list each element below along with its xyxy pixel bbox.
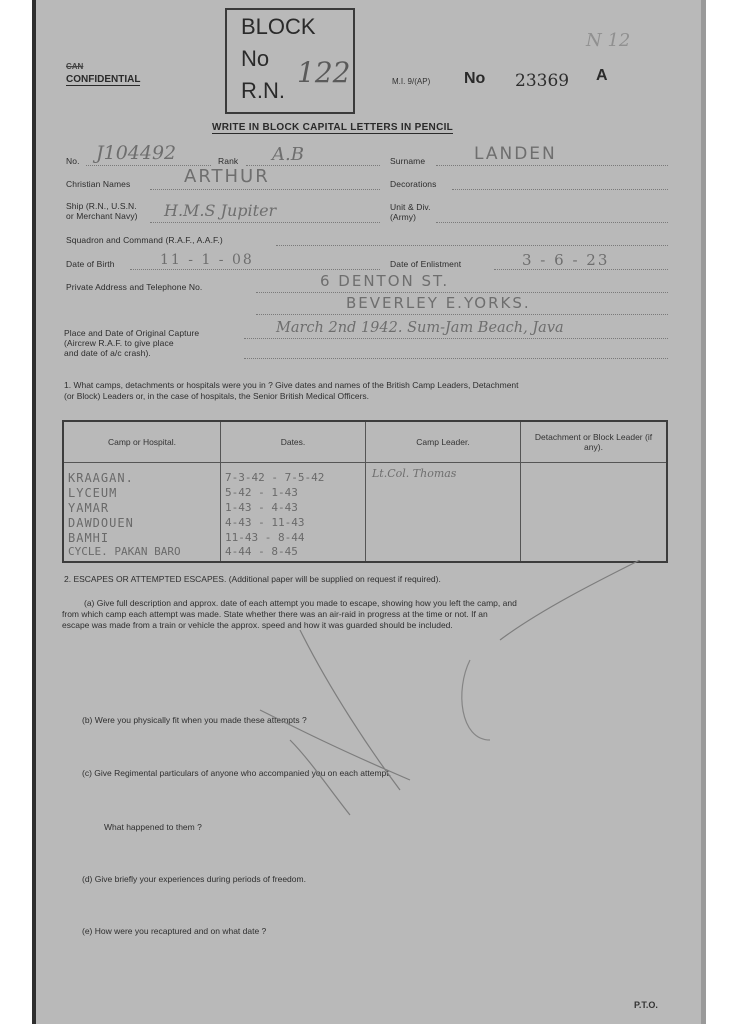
question-2a-line-3: escape was made from a train or vehicle the approx. speed and how it was guarded should be included. [62,620,453,630]
capture-label-1: Place and Date of Original Capture [64,328,200,338]
unit-label-2: (Army) [390,212,417,222]
enlistment-value: 3 - 6 - 23 [522,251,610,269]
camp-entry: KRAAGAN. [68,471,134,485]
form-ref: M.I. 9/(AP) [392,77,431,86]
dob-label: Date of Birth [66,259,115,269]
camp-column [63,463,221,563]
block-stamp-line-2: No [241,46,270,71]
question-2d: (d) Give briefly your experiences during periods of freedom. [82,874,306,884]
capture-label-3: and date of a/c crash). [64,348,151,358]
date-entry: 4-43 - 11-43 [225,516,305,529]
question-2-title: 2. ESCAPES OR ATTEMPTED ESCAPES. (Additional paper will be supplied on request if required). [64,574,441,584]
detachment-leader-column [521,463,668,563]
capture-value: March 2nd 1942. Sum-Jam Beach, Java [276,320,564,336]
decorations-label: Decorations [390,179,437,189]
block-stamp-line-3: R.N. [241,78,285,103]
address-line-1: 6 DENTON ST. [320,272,450,290]
date-entry: 11-43 - 8-44 [225,531,305,544]
camp-entry: CYCLE. PAKAN BARO [68,545,181,558]
pencil-nil-scrawl [240,560,660,830]
question-1-line-1: 1. What camps, detachments or hospitals were you in ? Give dates and names of the British Camp Leaders, Detachment [64,380,519,390]
camp-leader-entry: Lt.Col. Thomas [372,467,457,480]
camp-leader-column [366,463,521,563]
header-detachment-leader: Detachment or Block Leader (if any). [521,421,668,463]
pto-label: P.T.O. [634,1000,658,1010]
rank-value: A.B [272,144,304,165]
ship-value: H.M.S Jupiter [164,201,277,220]
question-2a-line-2: from which camp each attempt was made. State whether there was an air-raid in progress at the time or not. If an [62,609,488,619]
christian-names-label: Christian Names [66,179,131,189]
no-label: No. [66,156,80,166]
dates-column [221,463,366,563]
enlistment-label: Date of Enlistment [390,259,462,269]
header-dates: Dates. [221,421,366,463]
camps-table [62,420,668,563]
instruction-banner: WRITE IN BLOCK CAPITAL LETTERS IN PENCIL [212,122,454,133]
rank-label: Rank [218,156,239,166]
scan-edge-right [701,0,706,1024]
block-stamp-line-1: BLOCK [241,14,316,39]
question-2b: (b) Were you physically fit when you made these attempts ? [82,715,307,725]
header-camp: Camp or Hospital. [63,421,221,463]
dob-value: 11 - 1 - 08 [160,252,254,268]
question-2c-followup: What happened to them ? [104,822,202,832]
question-2c: (c) Give Regimental particulars of anyone who accompanied you on each attempt. [82,768,391,778]
question-2a-line-1: (a) Give full description and approx. date of each attempt you made to escape, showing how you left the camp, and [84,598,517,608]
date-entry: 4-44 - 8-45 [225,545,298,558]
no-value: J104492 [96,142,177,164]
surname-label: Surname [390,156,426,166]
date-entry: 7-3-42 - 7-5-42 [225,471,325,484]
ship-label-2: or Merchant Navy) [66,211,138,221]
corner-hand-note: N 12 [586,30,631,51]
header-camp-leader: Camp Leader. [366,421,521,463]
address-label: Private Address and Telephone No. [66,282,203,292]
question-2e: (e) How were you recaptured and on what date ? [82,926,267,936]
address-line-2: BEVERLEY E.YORKS. [346,294,531,312]
date-entry: 1-43 - 4-43 [225,501,298,514]
squadron-label: Squadron and Command (R.A.F., A.A.F.) [66,235,223,245]
unit-label-1: Unit & Div. [390,202,431,212]
surname-value: LANDEN [474,144,557,164]
camp-entry: YAMAR [68,501,110,515]
serial-number: 23369 [515,71,570,91]
serial-suffix: A [596,67,608,84]
camp-entry: DAWDOUEN [68,516,134,530]
question-1-line-2: (or Block) Leaders or, in the case of hospitals, the Senior British Medical Officers. [64,391,370,401]
capture-label-2: (Aircrew R.A.F. to give place [64,338,174,348]
camp-entry: LYCEUM [68,486,118,500]
block-hand-number: 122 [297,56,351,89]
ship-label-1: Ship (R.N., U.S.N. [66,201,137,211]
number-label: No [464,70,486,87]
classification-label: CONFIDENTIAL [66,74,141,85]
block-stamp-box [225,8,355,114]
camp-entry: BAMHI [68,531,110,545]
date-entry: 5-42 - 1-43 [225,486,298,499]
christian-names-value: ARTHUR [184,166,270,187]
classification-strike: CAN [66,62,84,71]
